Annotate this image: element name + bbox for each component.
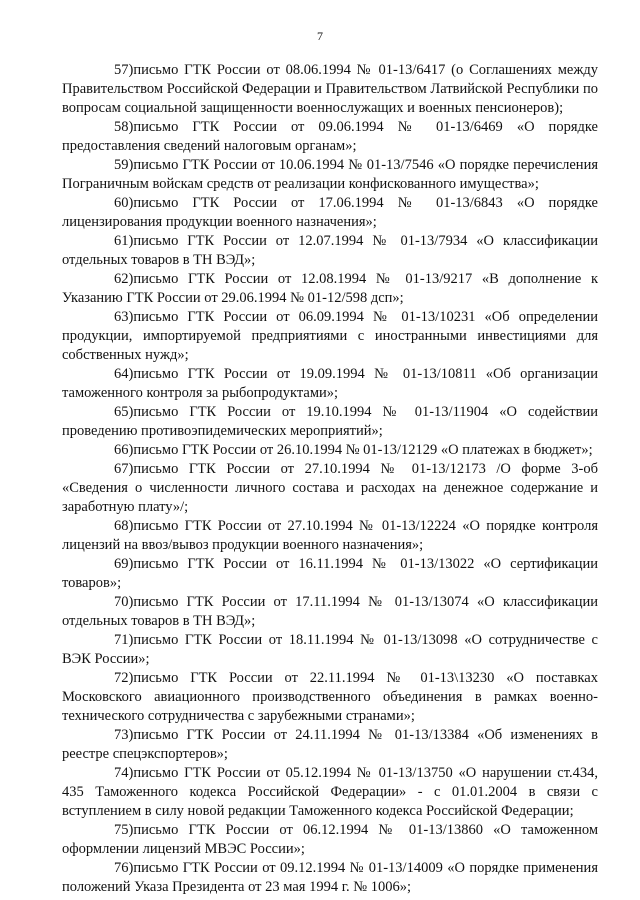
list-item-63: 63)письмо ГТК России от 06.09.1994 № 01-13/10231 «Об определении продукции, импортируемой предприятиями с иностранными инвестициями для собственных нужд»; [62,309,598,363]
list-item-70: 70)письмо ГТК России от 17.11.1994 № 01-13/13074 «О классификации отдельных товаров в ТН ВЭД»; [62,594,598,629]
list-item-59: 59)письмо ГТК России от 10.06.1994 № 01-13/7546 «О порядке перечисления Пограничным войскам средств от реализации конфискованного имущества»; [62,157,598,192]
list-item-75: 75)письмо ГТК России от 06.12.1994 № 01-13/13860 «О таможенном оформлении лицензий МВЭС России»; [62,822,598,857]
list-item-76: 76)письмо ГТК России от 09.12.1994 № 01-13/14009 «О порядке применения положений Указа Президента от 23 мая 1994 г. № 1006»; [62,860,598,895]
list-item-69: 69)письмо ГТК России от 16.11.1994 № 01-13/13022 «О сертификации товаров»; [62,556,598,591]
list-item-67: 67)письмо ГТК России от 27.10.1994 № 01-13/12173 /О форме 3-об «Сведения о численности личного состава и расходах на денежное содержание и заработную плату»/; [62,461,598,515]
list-item-71: 71)письмо ГТК России от 18.11.1994 № 01-13/13098 «О сотрудничестве с ВЭК России»; [62,632,598,667]
page-number: 7 [317,29,323,43]
list-item-62: 62)письмо ГТК России от 12.08.1994 № 01-13/9217 «В дополнение к Указанию ГТК России от 29.06.1994 № 01-12/598 дсп»; [62,271,598,306]
list-item-74: 74)письмо ГТК России от 05.12.1994 № 01-13/13750 «О нарушении ст.434, 435 Таможенного кодекса Российской Федерации» - с 01.01.2004 в связи с вступлением в силу новой редакции Таможенного кодекса Российской Федерации; [62,765,598,819]
list-item-66: 66)письмо ГТК России от 26.10.1994 № 01-13/12129 «О платежах в бюджет»; [114,442,593,458]
list-item-61: 61)письмо ГТК России от 12.07.1994 № 01-13/7934 «О классификации отдельных товаров в ТН ВЭД»; [62,233,598,268]
list-item-64: 64)письмо ГТК России от 19.09.1994 № 01-13/10811 «Об организации таможенного контроля за рыбопродуктами»; [62,366,598,401]
list-item-58: 58)письмо ГТК России от 09.06.1994 № 01-13/6469 «О порядке предоставления сведений налоговым органам»; [62,119,598,154]
list-item-72: 72)письмо ГТК России от 22.11.1994 № 01-13\13230 «О поставках Московского авиационного производственного объединения в рамках военно-технического сотрудничества с зарубежными странами»; [62,670,598,724]
list-item-68: 68)письмо ГТК России от 27.10.1994 № 01-13/12224 «О порядке контроля лицензий на ввоз/вывоз продукции военного назначения»; [62,518,598,553]
list-item-57: 57)письмо ГТК России от 08.06.1994 № 01-13/6417 (о Соглашениях между Правительством Российской Федерации и Правительством Латвийской Республики по вопросам социальной защищенности военнослужащих и военных пенсионеров); [62,62,598,116]
document-body [62,61,598,897]
list-item-65: 65)письмо ГТК России от 19.10.1994 № 01-13/11904 «О содействии проведению противоэпидемических мероприятий»; [62,404,598,439]
list-item-73: 73)письмо ГТК России от 24.11.1994 № 01-13/13384 «Об изменениях в реестре спецэкспортеров»; [62,727,598,762]
list-item-60: 60)письмо ГТК России от 17.06.1994 № 01-13/6843 «О порядке лицензирования продукции военного назначения»; [62,195,598,230]
